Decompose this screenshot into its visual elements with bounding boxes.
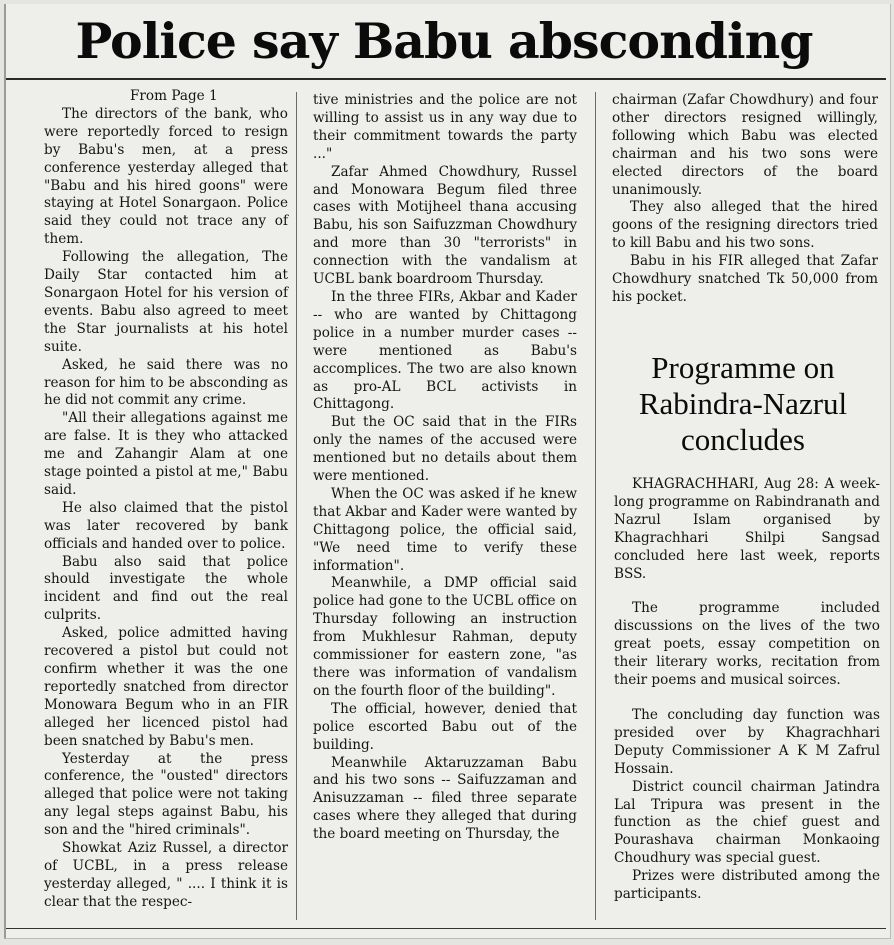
article-paragraph: The directors of the bank, who were reportedly forced to resign by Babu's men, at a press conference yesterday alleged that "Babu and his hired goons" were staying at Hotel Sonargaon. Police said they could not trace any of them.: [44, 105, 288, 248]
second-story-body: [614, 476, 880, 904]
article-paragraph: When the OC was asked if he knew that Akbar and Kader were wanted by Chittagong police, the official said, "We need time to verify these information".: [313, 485, 577, 574]
article-paragraph: Yesterday at the press conference, the "ousted" directors alleged that police were not taking any legal steps against Babu, his son and the "hired criminals".: [44, 750, 288, 839]
article-paragraph: District council chairman Jatindra Lal Tripura was present in the function as the chief guest and Pourashava chairman Monkaoing Choudhury was special guest.: [614, 778, 880, 867]
headline-rule: [6, 78, 886, 80]
article-paragraph: The official, however, denied that police escorted Babu out of the building.: [313, 700, 577, 753]
article-paragraph: They also alleged that the hired goons of the resigning directors tried to kill Babu and his two sons.: [612, 199, 878, 252]
article-column-3: [612, 92, 878, 307]
article-paragraph: Asked, police admitted having recovered a pistol but could not confirm whether it was the one reportedly snatched from director Monowara Begum who in an FIR alleged her licenced pistol had been snatched by Babu's men.: [44, 625, 288, 749]
article-paragraph: Meanwhile, a DMP official said police had gone to the UCBL office on Thursday following an instruction from Mukhlesur Rahman, deputy commissioner for eastern zone, "as there was information of vandalism on the fourth floor of the building".: [313, 575, 577, 699]
from-page-kicker: From Page 1: [130, 88, 218, 104]
article-column-2: [313, 92, 577, 844]
article-paragraph: "All their allegations against me are false. It is they who attacked me and Zahangir Alam at one stage pointed a pistol at me," Babu said.: [44, 410, 288, 498]
article-paragraph: The concluding day function was presided over by Khagrachhari Deputy Commissioner A K M Zafrul Hossain.: [614, 706, 880, 777]
column-divider: [296, 92, 297, 920]
article-paragraph: KHAGRACHHARI, Aug 28: A week-long programme on Rabindranath and Nazrul Islam organised by Khagrachhari Shilpi Sangsad concluded here last week, reports BSS.: [614, 476, 880, 582]
article-paragraph: Prizes were distributed among the participants.: [614, 868, 880, 903]
article-paragraph: Asked, he said there was no reason for him to be absconding as he did not commit any crime.: [44, 356, 288, 409]
article-column-1: [44, 88, 288, 912]
headline: Police say Babu absconding: [75, 12, 813, 70]
article-paragraph: In the three FIRs, Akbar and Kader -- who are wanted by Chittagong police in a number murder cases -- were mentioned as Babu's accomplices. The two are also known as pro-AL BCL activists in Chittagong.: [313, 288, 577, 413]
article-paragraph: The programme included discussions on the lives of the two great poets, essay competition on their literary works, recitation from their poems and musical soirces.: [614, 600, 880, 689]
article-paragraph: But the OC said that in the FIRs only the names of the accused were mentioned but no details about them were mentioned.: [313, 414, 577, 485]
article-paragraph: Meanwhile Aktaruzzaman Babu and his two sons -- Saifuzzaman and Anisuzzaman -- filed three separate cases where they alleged that during the board meeting on Thursday, the: [313, 754, 577, 843]
bottom-rule: [6, 928, 886, 929]
second-story-headline: Programme on Rabindra-Nazrul concludes: [638, 350, 848, 457]
article-paragraph: chairman (Zafar Chowdhury) and four other directors resigned willingly, following which Babu was elected chairman and his two sons were elected directors of the board unanimously.: [612, 92, 878, 198]
article-paragraph: Following the allegation, The Daily Star contacted him at Sonargaon Hotel for his version of events. Babu also agreed to meet the Star journalists at his hotel suite.: [44, 249, 288, 355]
article-paragraph: tive ministries and the police are not willing to assist us in any way due to their commitment towards the party ...": [313, 92, 577, 162]
article-paragraph: Babu in his FIR alleged that Zafar Chowdhury snatched Tk 50,000 from his pocket.: [612, 253, 878, 305]
article-paragraph: Zafar Ahmed Chowdhury, Russel and Monowara Begum filed three cases with Motijheel thana accusing Babu, his son Saifuzzman Chowdhury and more than 30 "terrorists" in connection with the vandalism at UCBL bank boardroom Thursday.: [313, 163, 577, 288]
article-paragraph: Babu also said that police should investigate the whole incident and find out the real culprits.: [44, 553, 288, 624]
article-paragraph: Showkat Aziz Russel, a director of UCBL, in a press release yesterday alleged, " .... I think it is clear that the respec-: [44, 840, 288, 910]
article-paragraph: He also claimed that the pistol was later recovered by bank officials and handed over to police.: [44, 499, 288, 552]
column-divider: [595, 92, 596, 920]
